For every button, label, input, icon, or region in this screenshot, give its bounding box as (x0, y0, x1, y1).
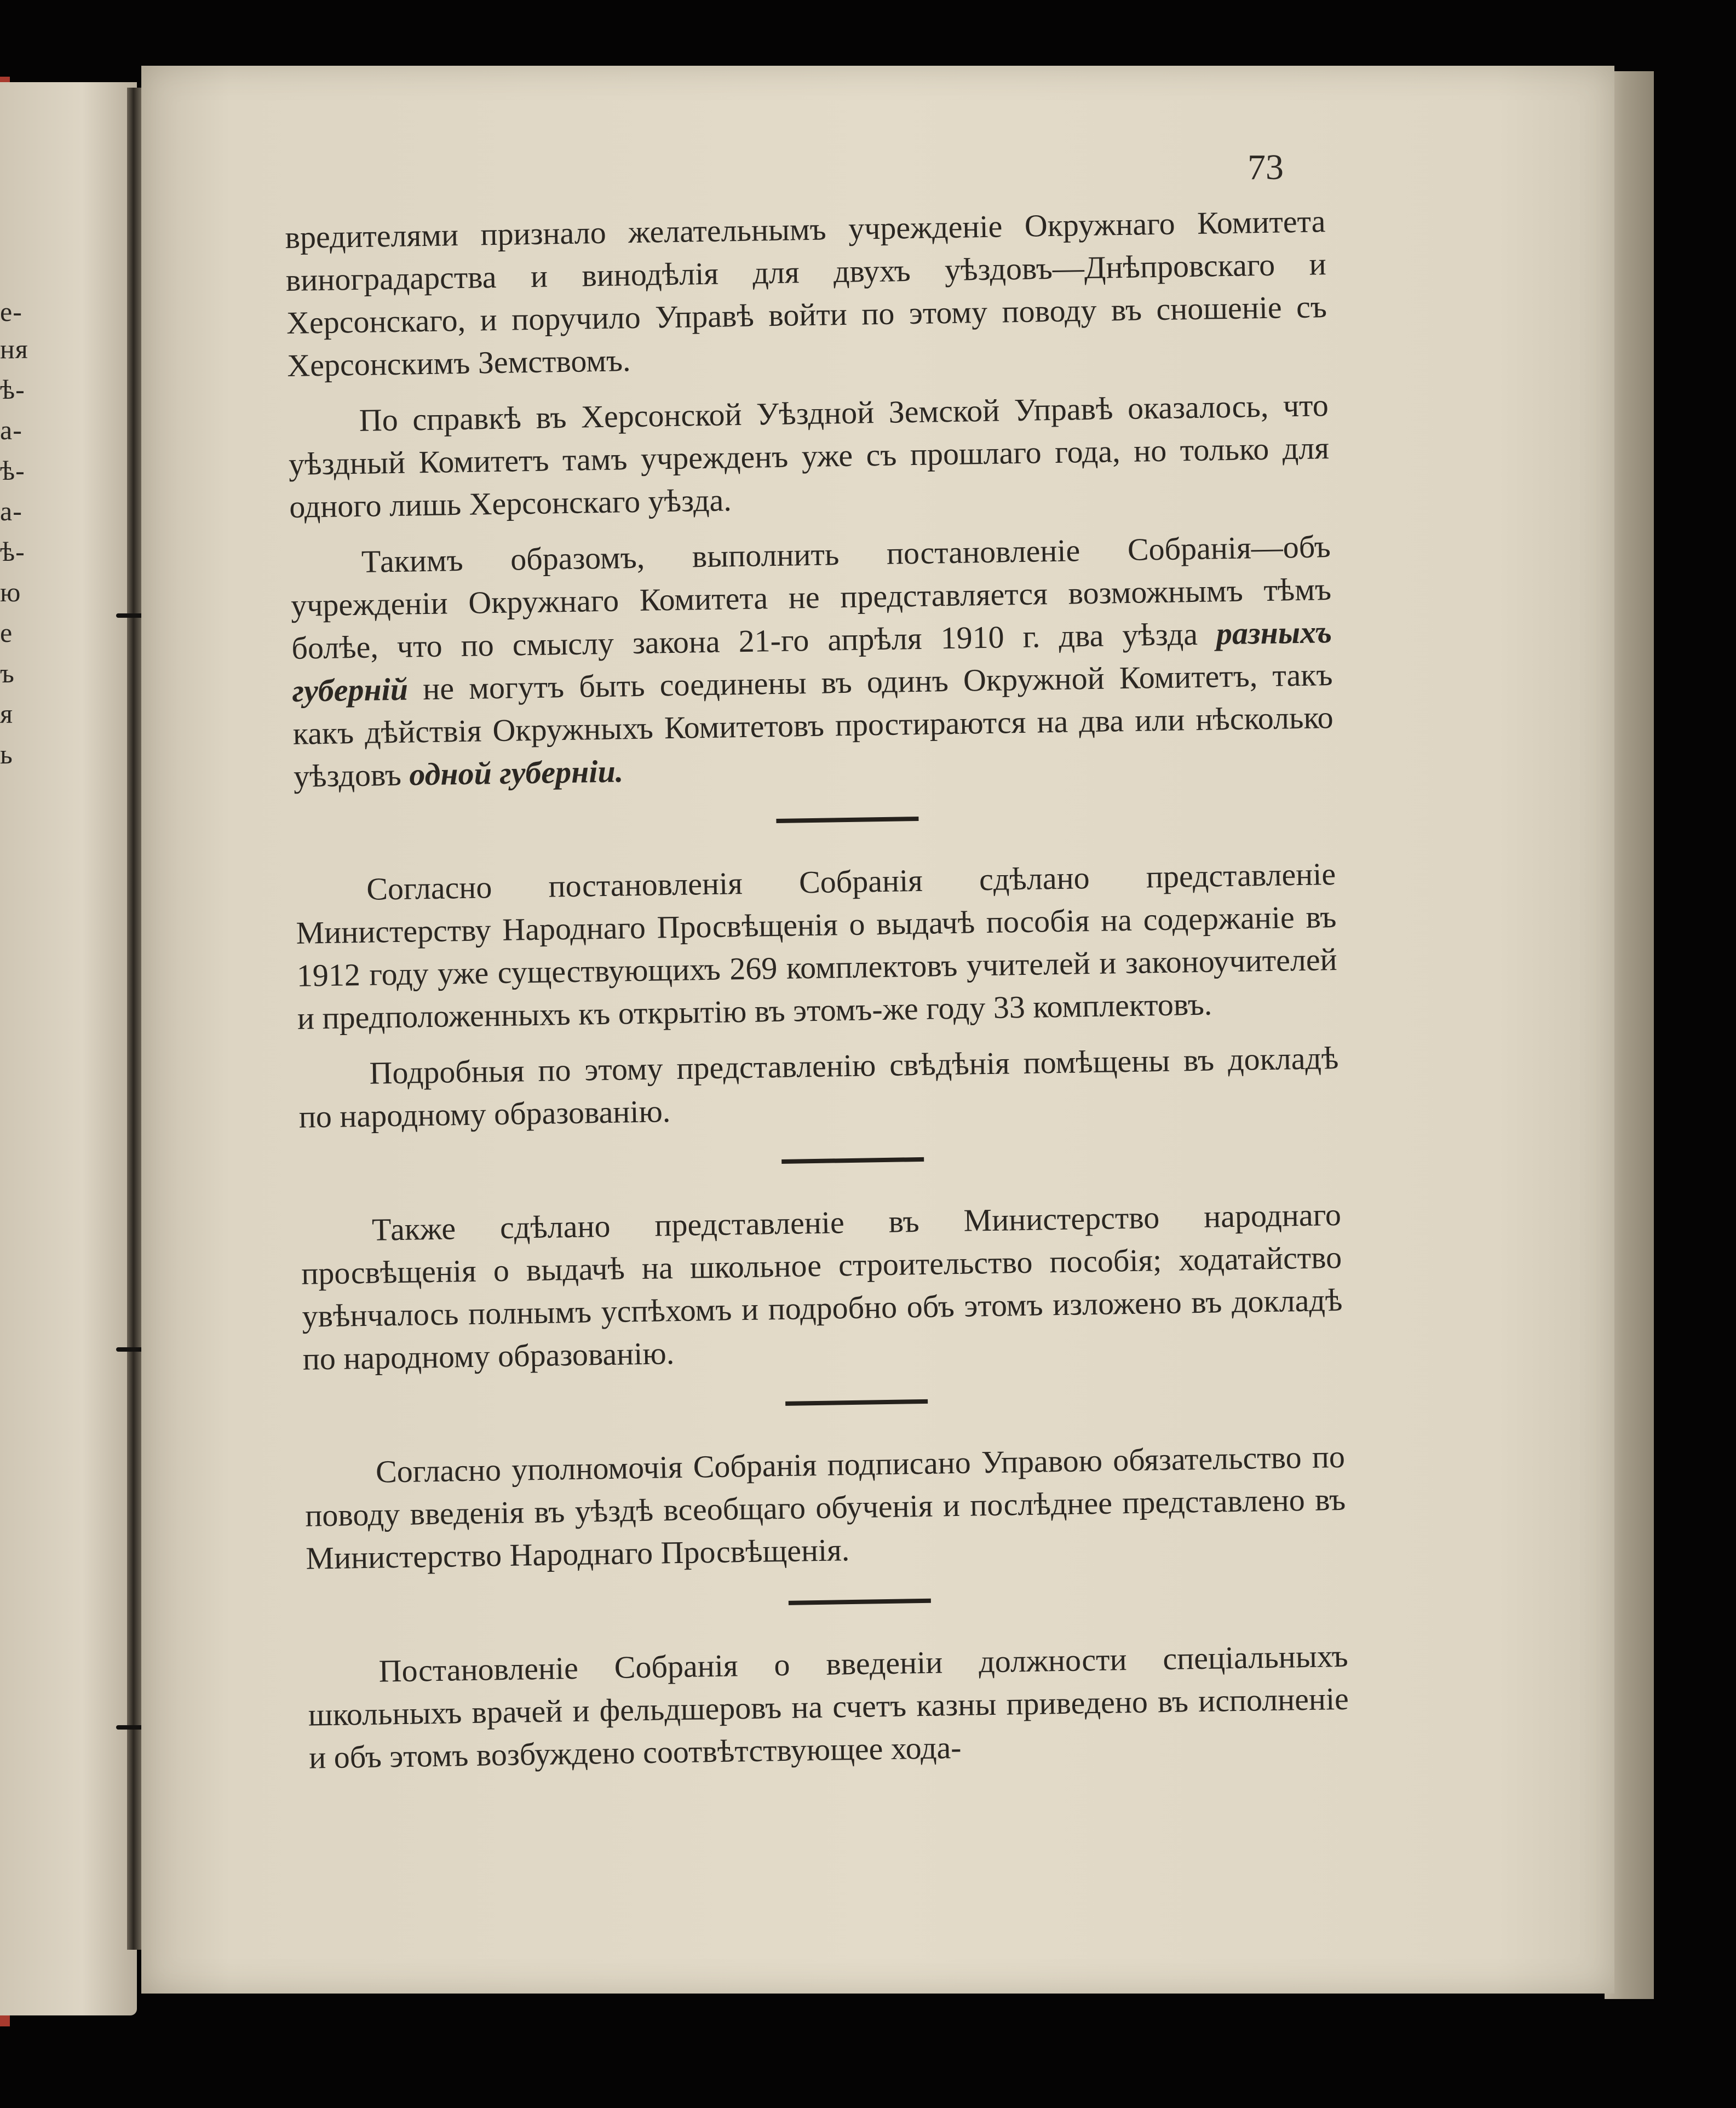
left-page-fragment: ѣ- (0, 455, 25, 486)
left-page-fragment: а- (0, 415, 22, 445)
paragraph: Согласно постановленія Собранія сдѣлано представленіе Министерству Народнаго Просвѣщенія о выдачѣ пособія на содержаніе въ 1912 году уже существующихъ 269 комплектовъ учителей и законоучителей и предположенныхъ къ открытію въ этомъ-же году 33 комплектовъ. (296, 856, 1338, 1036)
paragraph: Согласно уполномочія Собранія подписано Управою обязательство по поводу введенія въ уѣздѣ всеобщаго обученія и послѣднее представлено въ Министерство Народнаго Просвѣщенія. (304, 1438, 1346, 1576)
paragraph: По справкѣ въ Херсонской Уѣздной Земской Управѣ оказалось, что уѣздный Комитетъ тамъ учрежденъ уже съ прошлаго года, но только для одного лишь Херсонскаго уѣзда. (288, 387, 1330, 525)
left-page-fragment: ѣ- (0, 536, 25, 567)
left-page-fragment: а- (0, 496, 22, 526)
paragraph: Также сдѣлано представленіе въ Министерство народнаго просвѣщенія о выдачѣ на школьное строительство пособія; ходатайство увѣнчалось полнымъ успѣхомъ и подробно объ этомъ изложено въ докладѣ по народному образованію. (301, 1196, 1343, 1377)
paragraph: Постановленіе Собранія о введеніи должности спеціальныхъ школьныхъ врачей и фельдшеровъ на счетъ казны приведено въ исполненіе и объ этомъ возбуждено соотвѣтствующее хода- (308, 1638, 1349, 1776)
paragraph: Такимъ образомъ, выполнить постановленіе Собранія—объ учрежденіи Окружнаго Комитета не представляется возможнымъ тѣмъ болѣе, что по смыслу закона 21-го апрѣля 1910 г. два уѣзда разныхъ губерній не могутъ быть соединены въ одинъ Окружной Комитетъ, такъ какъ дѣйствія Окружныхъ Комитетовъ простираются на два или нѣсколько уѣздовъ одной губерніи. (290, 529, 1334, 794)
paragraph: Подробныя по этому представленію свѣдѣнія помѣщены въ докладѣ по народному образованію. (298, 1039, 1339, 1135)
italic-emphasis: одной губерніи. (409, 753, 624, 792)
section-divider (776, 817, 918, 823)
left-page-fragment: е (0, 617, 13, 648)
page-number: 73 (1248, 147, 1284, 187)
left-page-fragment: е- (0, 296, 22, 327)
section-divider (789, 1599, 931, 1605)
italic-emphasis: разныхъ губерній (292, 614, 1332, 709)
left-page-fragment: ня (0, 334, 28, 364)
left-page-fragment: ь (0, 739, 13, 769)
left-page-fragment: ю (0, 577, 21, 607)
document-body (285, 200, 1350, 1779)
left-page-fragment: я (0, 698, 13, 729)
book-spine (127, 88, 141, 1950)
left-page-fragment: ѣ- (0, 374, 25, 405)
left-page-fragment: ъ (0, 658, 15, 688)
paragraph: вредителями признало желательнымъ учрежденіе Окружнаго Комитета виноградарства и винодѣлія для двухъ уѣздовъ—Днѣпровскаго и Херсонскаго, и поручило Управѣ войти по этому поводу въ сношеніе съ Херсонскимъ Земствомъ. (285, 203, 1327, 383)
section-divider (781, 1157, 924, 1164)
section-divider (785, 1399, 928, 1406)
